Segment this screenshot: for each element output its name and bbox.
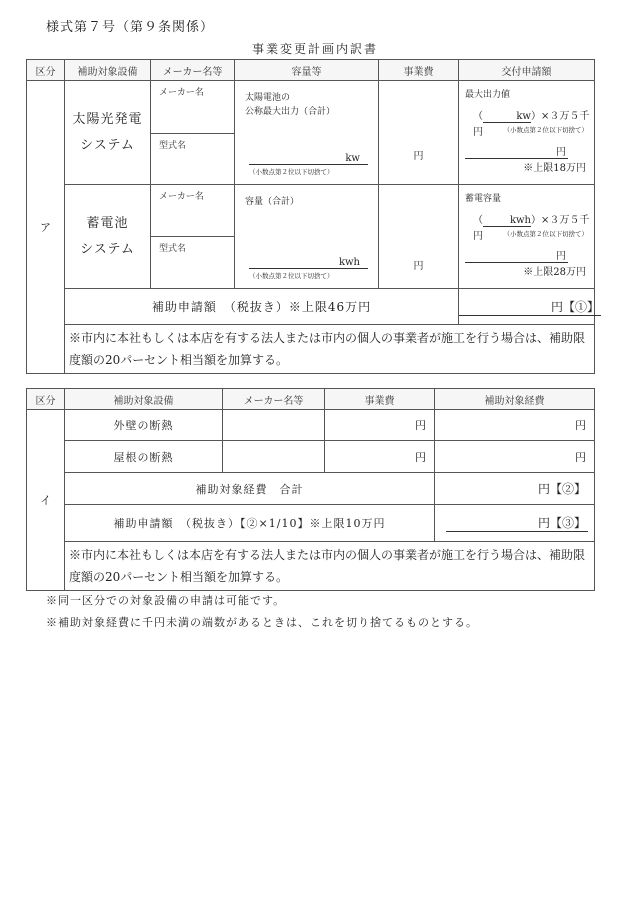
solar-cost-yen: 円 [413, 151, 424, 162]
header-equipment: 補助対象設備 [65, 389, 223, 410]
eligible-total-field[interactable]: 円【②】 [435, 473, 595, 505]
wall-insulation-cost-field[interactable]: 円 [325, 410, 435, 441]
battery-capacity-note: （小数点第２位以下切捨て） [249, 272, 334, 280]
header-project-cost: 事業費 [325, 389, 435, 410]
header-eligible-cost: 補助対象経費 [435, 389, 595, 410]
battery-grant-title: 蓄電容量 [465, 194, 502, 204]
solar-grant-rate: ）×３万５千円 [473, 111, 590, 138]
plan-table-a [26, 59, 599, 374]
header-project-cost: 事業費 [379, 60, 459, 81]
battery-grant-field[interactable] [459, 185, 595, 289]
grant-total-field[interactable] [459, 289, 599, 325]
grant-total-label: 補助申請額 （税抜き）※上限46万円 [65, 289, 459, 325]
header-grant-amount: 交付申請額 [459, 60, 595, 81]
document-title: 事業変更計画内訳書 [251, 42, 378, 56]
grant-total-value: 円【①】 [459, 298, 601, 316]
battery-capacity-unit: kwh [249, 257, 368, 269]
solar-system-name [65, 81, 151, 185]
grant-total-b-label: 補助申請額 （税抜き）【②×1/10】※上限10万円 [65, 505, 435, 542]
solar-capacity-field[interactable] [235, 81, 379, 185]
table-header-row [27, 60, 595, 81]
header-maker: メーカー名等 [223, 389, 325, 410]
header-capacity: 容量等 [235, 60, 379, 81]
solar-grant-paren: （ [473, 111, 483, 122]
battery-system-name [65, 185, 151, 289]
solar-grant-kw-blank[interactable]: kw [483, 111, 531, 123]
wall-insulation-label: 外壁の断熱 [65, 410, 223, 441]
solar-grant-note: （小数点第２位以下切捨て） [503, 126, 588, 134]
header-maker: メーカー名等 [151, 60, 235, 81]
battery-maker-field[interactable]: メーカー名 [151, 185, 235, 237]
battery-name-line2: システム [80, 241, 135, 257]
solar-grant-limit: ※上限18万円 [523, 163, 586, 174]
solar-name-line1: 太陽光発電 [72, 111, 143, 127]
category-b: イ [27, 410, 65, 591]
footnote-1: ※同一区分での対象設備の申請は可能です。 [46, 594, 286, 607]
battery-grant-kwh-blank[interactable]: kwh [483, 215, 531, 227]
footnote-2: ※補助対象経費に千円未満の端数があるときは、これを切り捨てるものとする。 [46, 616, 478, 629]
battery-grant-note: （小数点第２位以下切捨て） [503, 230, 588, 238]
category-a: ア [27, 81, 65, 374]
solar-capacity-note: （小数点第２位以下切捨て） [249, 168, 334, 176]
solar-capacity-label-1: 太陽電池の [245, 93, 291, 103]
roof-insulation-maker-field[interactable] [223, 441, 325, 473]
header-equipment: 補助対象設備 [65, 60, 151, 81]
battery-grant-limit: ※上限28万円 [523, 267, 586, 278]
solar-name-line2: システム [80, 137, 135, 153]
solar-capacity-label [245, 91, 335, 119]
battery-capacity-field[interactable] [235, 185, 379, 289]
battery-grant-yen: 円 [465, 247, 568, 263]
eligible-total-label: 補助対象経費 合計 [65, 473, 435, 505]
grant-total-b-value: 円【③】 [446, 514, 588, 532]
table-row [27, 441, 595, 473]
battery-cost-yen: 円 [413, 261, 424, 272]
wall-insulation-maker-field[interactable] [223, 410, 325, 441]
table-header-row [27, 389, 595, 410]
form-number: 様式第７号（第９条関係） [46, 20, 215, 35]
solar-grant-field[interactable] [459, 81, 595, 185]
grant-total-b-field[interactable] [435, 505, 595, 542]
remark-b: ※市内に本社もしくは本店を有する法人または市内の個人の事業者が施工を行う場合は、補助限度額の20パーセント相当額を加算する。 [65, 542, 595, 591]
battery-grant-paren: （ [473, 215, 483, 226]
solar-model-field[interactable]: 型式名 [151, 134, 235, 185]
solar-capacity-unit: kw [249, 153, 368, 165]
battery-grant-rate: ）×３万５千円 [473, 215, 590, 242]
roof-insulation-eligible-field[interactable]: 円 [435, 441, 595, 473]
solar-grant-title: 最大出力値 [465, 90, 511, 100]
table-row [27, 410, 595, 441]
roof-insulation-cost-field[interactable]: 円 [325, 441, 435, 473]
solar-cost-field[interactable] [379, 81, 459, 185]
solar-capacity-label-2: 公称最大出力（合計） [245, 107, 336, 117]
header-category: 区分 [27, 60, 65, 81]
solar-maker-field[interactable]: メーカー名 [151, 81, 235, 134]
battery-name-line1: 蓄電池 [86, 215, 129, 231]
solar-grant-yen: 円 [465, 143, 568, 159]
remark-a: ※市内に本社もしくは本店を有する法人または市内の個人の事業者が施工を行う場合は、補助限度額の20パーセント相当額を加算する。 [65, 325, 595, 374]
battery-capacity-label: 容量（合計） [245, 197, 300, 207]
header-category: 区分 [27, 389, 65, 410]
plan-table-b [26, 388, 595, 591]
wall-insulation-eligible-field[interactable]: 円 [435, 410, 595, 441]
battery-model-field[interactable]: 型式名 [151, 237, 235, 289]
battery-cost-field[interactable] [379, 185, 459, 289]
roof-insulation-label: 屋根の断熱 [65, 441, 223, 473]
